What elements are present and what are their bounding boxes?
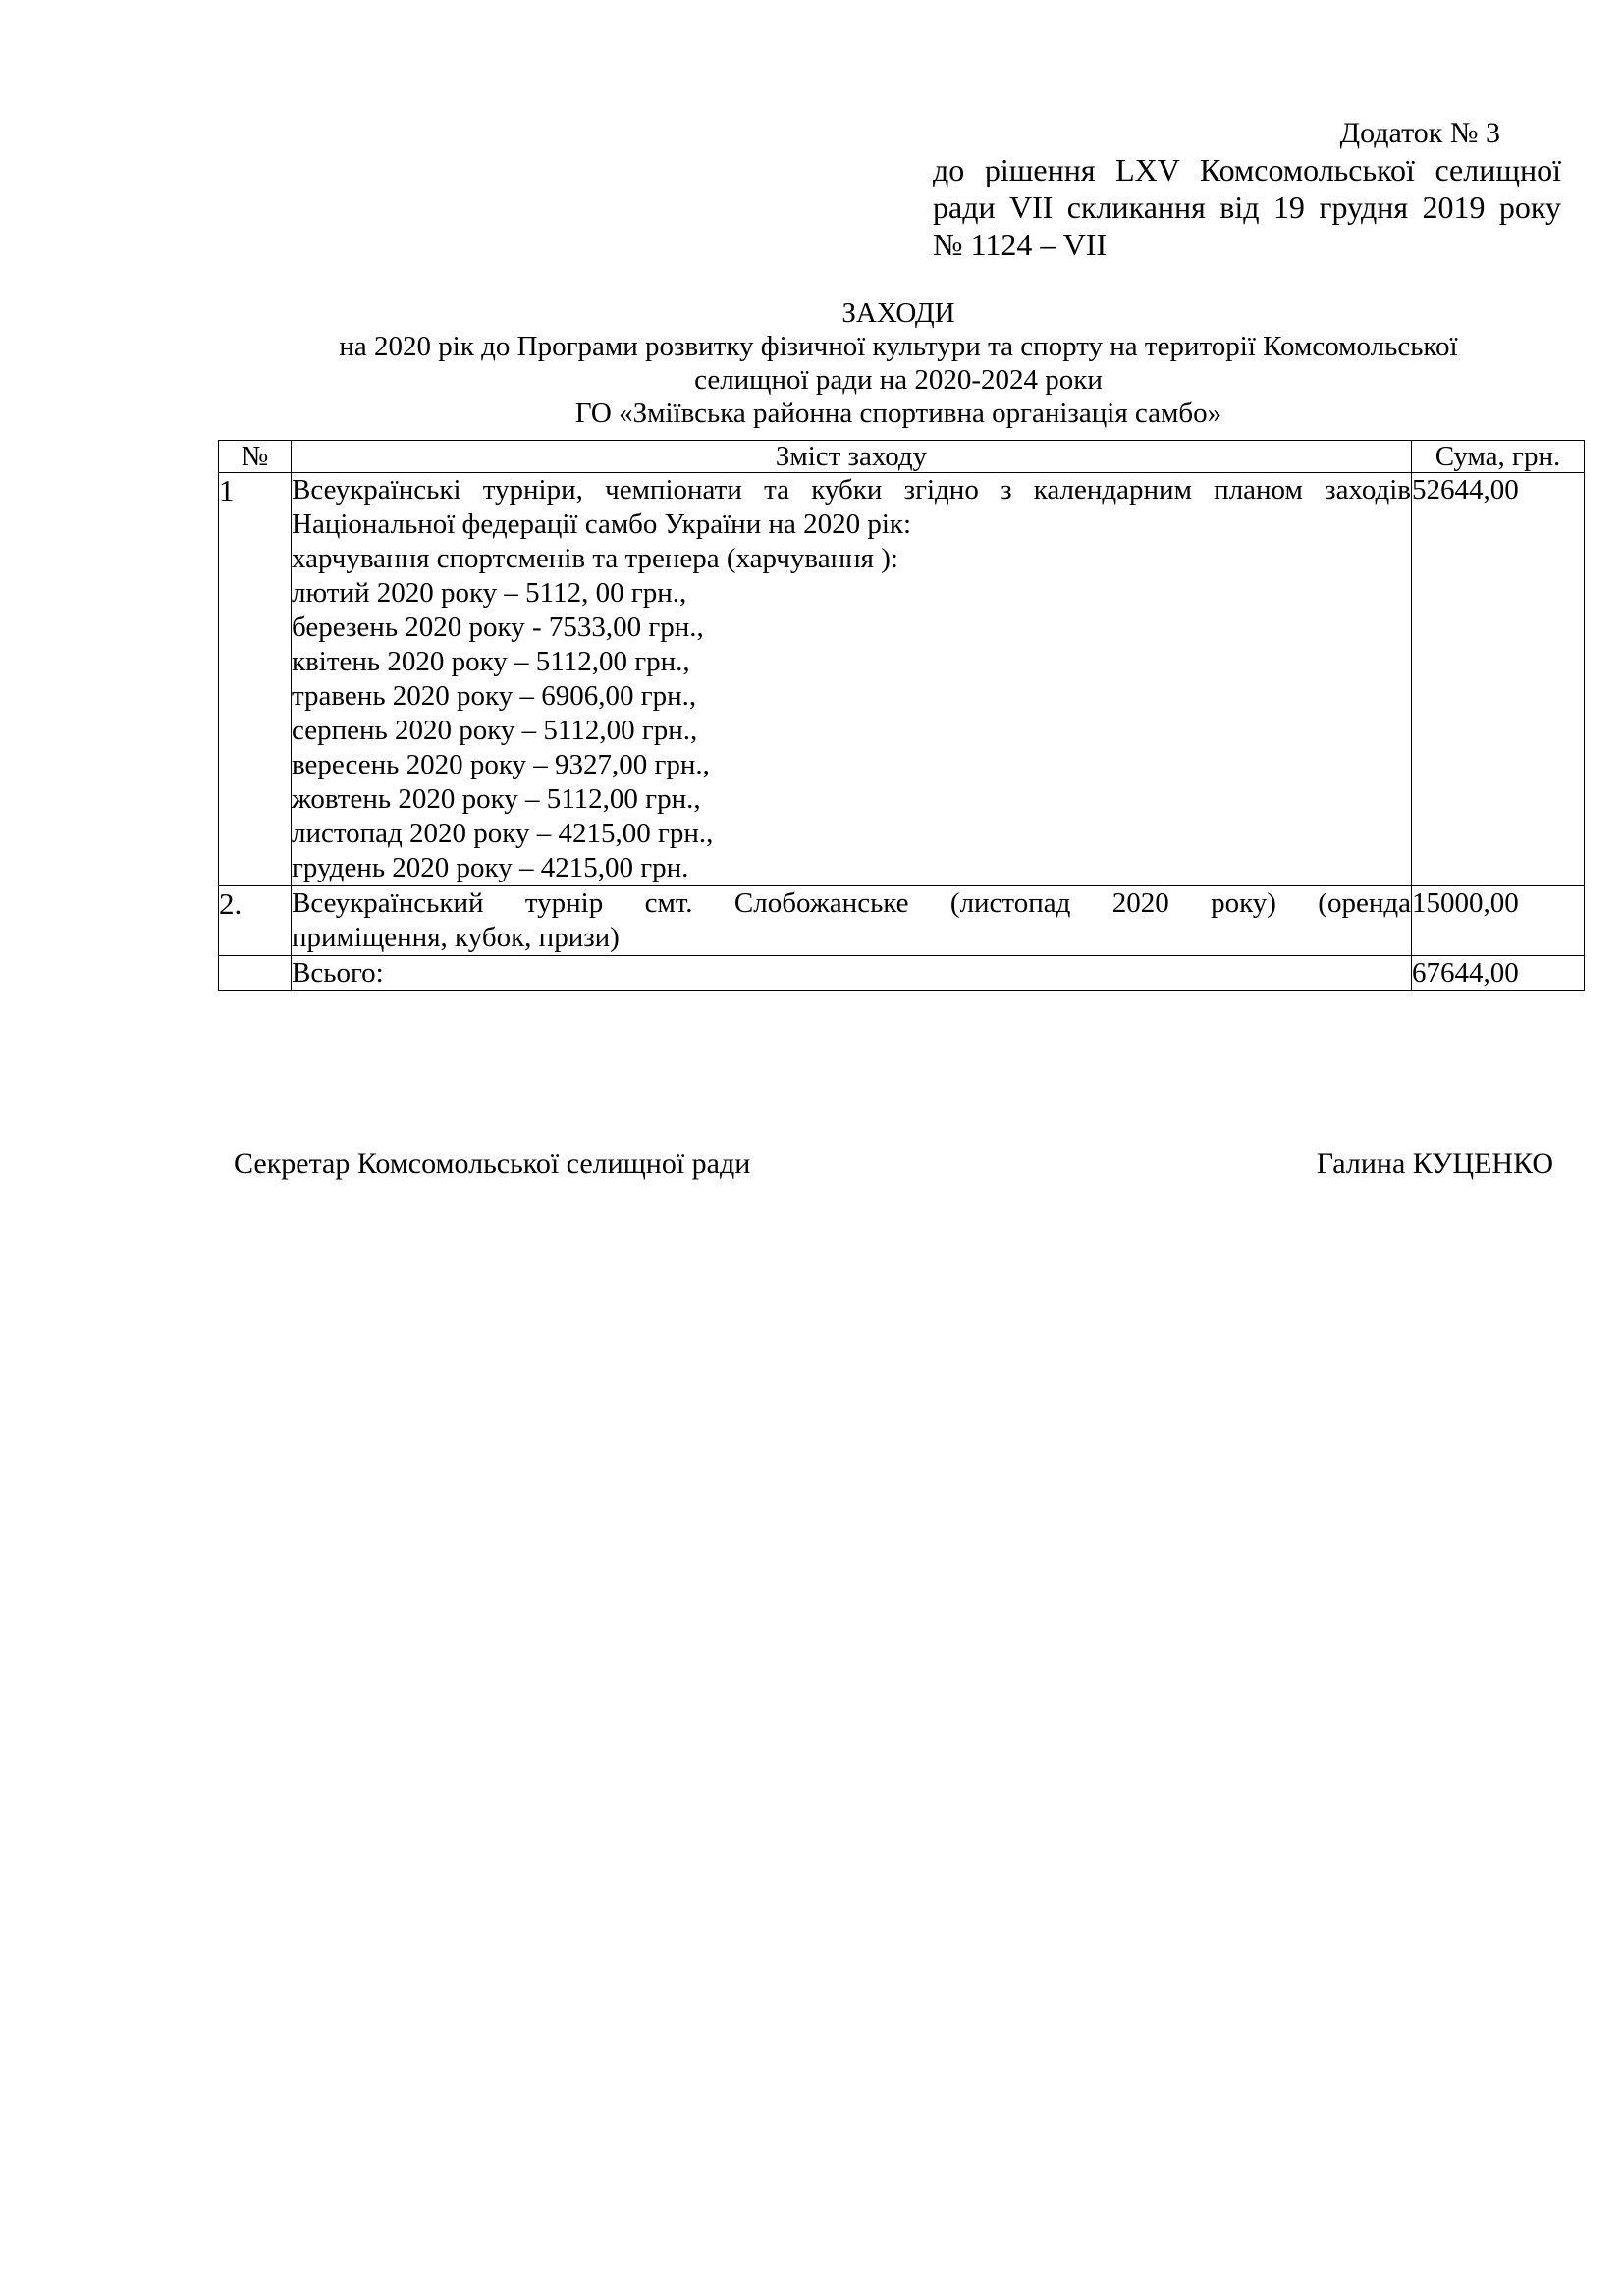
table-row	[219, 473, 1585, 886]
title-line: ГО «Зміївська районна спортивна організація самбо»	[574, 398, 1222, 429]
header-content: Зміст заходу	[292, 441, 1412, 473]
content-line: квітень 2020 року – 5112,00 грн.,	[292, 646, 690, 677]
title-line: на 2020 рік до Програми розвитку фізичної культури та спорту на території Комсомольської	[339, 331, 1458, 362]
content-line: харчування спортсменів та тренера (харчування ):	[292, 543, 898, 574]
table-row	[219, 886, 1585, 956]
content-line: вересень 2020 року – 9327,00 грн.,	[292, 749, 710, 780]
row-sum: 52644,00	[1412, 473, 1585, 886]
appendix-line: ради VII скликання від 19 грудня 2019 року	[933, 189, 1561, 225]
content-line: грудень 2020 року – 4215,00 грн.	[292, 852, 689, 883]
total-sum: 67644,00	[1412, 956, 1585, 991]
total-number-cell	[219, 956, 292, 991]
signature-position: Секретар Комсомольської селищної ради	[234, 1148, 751, 1180]
row-content	[292, 886, 1412, 956]
measures-table	[218, 440, 1585, 991]
content-line: приміщення, кубок, призи)	[292, 922, 620, 953]
title-main: ЗАХОДИ	[841, 297, 955, 329]
content-line: Всеукраїнські турніри, чемпіонати та кубки згідно з календарним планом заходів	[292, 474, 1411, 506]
row-number: 1	[219, 473, 292, 886]
appendix-line: до рішення LXV Комсомольської селищної	[933, 152, 1561, 187]
content-line: листопад 2020 року – 4215,00 грн.,	[292, 818, 714, 849]
appendix-number: Додаток № 3	[1339, 117, 1500, 149]
total-label: Всього:	[292, 956, 1412, 991]
row-content	[292, 473, 1412, 886]
content-line: серпень 2020 року – 5112,00 грн.,	[292, 715, 698, 746]
appendix-line: № 1124 – VII	[933, 227, 1108, 262]
content-line: жовтень 2020 року – 5112,00 грн.,	[292, 783, 701, 815]
table-total-row	[219, 956, 1585, 991]
signature-name: Галина КУЦЕНКО	[1316, 1148, 1553, 1180]
content-line: березень 2020 року - 7533,00 грн.,	[292, 612, 704, 643]
title-line: селищної ради на 2020-2024 роки	[694, 364, 1103, 396]
header-sum: Сума, грн.	[1412, 441, 1585, 473]
content-line: Національної федерації самбо України на 2020 рік:	[292, 508, 912, 540]
table-header-row	[219, 441, 1585, 473]
row-number: 2.	[219, 886, 292, 956]
appendix-header	[933, 116, 1561, 263]
content-line: Всеукраїнський турнір смт. Слобожанське (листопад 2020 року) (оренда	[292, 887, 1411, 919]
document-title	[216, 296, 1581, 430]
row-sum: 15000,00	[1412, 886, 1585, 956]
content-line: травень 2020 року – 6906,00 грн.,	[292, 680, 697, 712]
header-number: №	[219, 441, 292, 473]
content-line: лютий 2020 року – 5112, 00 грн.,	[292, 577, 687, 609]
